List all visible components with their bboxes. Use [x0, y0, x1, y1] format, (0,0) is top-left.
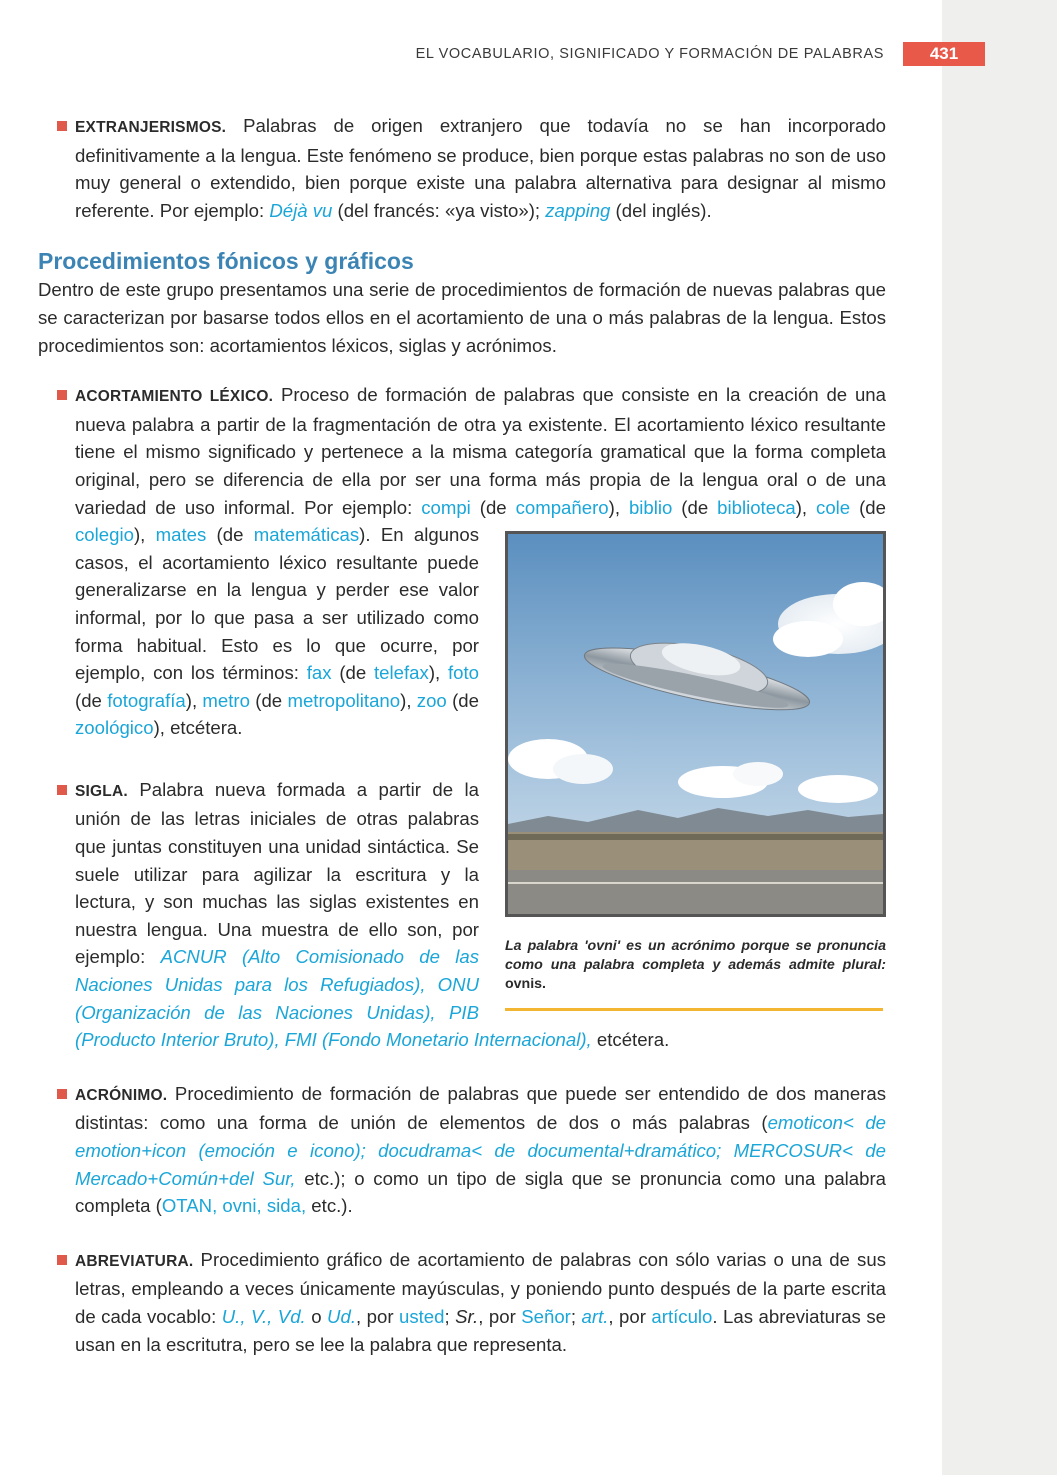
term-label: ACRÓNIMO. [75, 1086, 168, 1104]
example-list: OTAN, ovni, sida, [161, 1195, 307, 1217]
example-word: Señor [521, 1305, 571, 1327]
definition-text: etcétera. [591, 1029, 670, 1051]
definition-text: Palabra nueva formada a partir de la unión de las letras iniciales de otras palabras que juntas constituyen una unidad sintáctica. Se suele utilizar para agilizar la escritura y la lectura, y son muchas las siglas existentes en nuestra lengua. Una muestra de ello son, por ejemplo: [75, 778, 479, 968]
example-full-form: metropolitano [287, 689, 401, 711]
definition-text: Palabras de origen extranjero que todavía no se han incorporado definitivamente a la lengua. Este fenómeno se produce, bien porque estas palabras no son de uso muy general o extendido, bien porque existe una palabra alternativa para designar al mismo referente. Por ejemplo: [75, 115, 886, 221]
example-list: emoticon< de emotion+icon (emoción e icono); docudrama< de documental+dramático; MERCOSUR< de Mercado+Común+del Sur, [75, 1112, 886, 1189]
definition-text: o [305, 1305, 328, 1327]
example-full-form: biblioteca [717, 496, 796, 518]
example-full-form: telefax [374, 662, 429, 684]
term-label: EXTRANJERISMOS. [75, 119, 227, 136]
example-short-form: fax [306, 662, 332, 684]
example-word: Déjà vu [269, 199, 333, 221]
example-word: Ud. [327, 1305, 356, 1327]
example-short-form: biblio [628, 496, 673, 518]
bullet-sigla [38, 776, 886, 1054]
bullet-square-icon [57, 785, 67, 795]
definition-text: (de [672, 496, 718, 518]
bullet-acronimo [38, 1080, 886, 1220]
example-list: ACNUR (Alto Comisionado de las Naciones Unidas para los Refugiados), ONU (Organización de las Naciones Unidas), PIB (Producto Interior Bruto), FMI (Fondo Monetario Internacional), [75, 946, 592, 1051]
example-word: usted [399, 1305, 445, 1327]
definition-text: que se pronuncia como una palabra completa ( [75, 1167, 887, 1217]
bullet-square-icon [57, 121, 67, 131]
example-word: Sr. [455, 1305, 479, 1327]
example-short-form: compi [421, 496, 471, 518]
definition-text: Procedimiento gráfico de acortamiento de palabras con sólo varias o una de sus letras, empleando a veces únicamente mayúsculas, y poniendo punto después de la parte escrita de cada vocablo: [75, 1248, 886, 1327]
running-title: EL VOCABULARIO, SIGNIFICADO Y FORMACIÓN DE PALABRAS [415, 46, 884, 62]
definition-text: etc.). [306, 1195, 353, 1217]
example-full-form: colegio [75, 524, 134, 546]
definition-text: ), [608, 496, 629, 518]
definition-text: . Las abreviaturas se usan en la escritutra, pero se lee la palabra que representa. [75, 1305, 886, 1355]
example-word: art. [581, 1305, 609, 1327]
definition-text: (de [249, 689, 288, 711]
example-full-form: fotografía [107, 689, 186, 711]
page-margin-strip [942, 0, 1057, 1475]
term-label: SIGLA. [75, 782, 128, 800]
definition-text: , por [355, 1305, 399, 1327]
definition-text: (de [75, 689, 108, 711]
definition-text: (del francés: «ya visto»); [332, 199, 546, 221]
caption-text: ovnis. [505, 976, 546, 993]
example-full-form: zoológico [75, 717, 154, 739]
example-full-form: matemáticas [253, 524, 360, 546]
intro-text: , [388, 334, 399, 356]
definition-text: ; [570, 1305, 582, 1327]
example-word: zapping [545, 199, 611, 221]
definition-text: (de [850, 496, 886, 518]
definition-text: (del inglés). [610, 199, 712, 221]
example-word: U., V., Vd. [221, 1305, 306, 1327]
term-label: ABREVIATURA. [75, 1252, 194, 1270]
example-short-form: metro [202, 689, 250, 711]
bullet-square-icon [57, 1255, 67, 1265]
definition-text: ), [428, 662, 448, 684]
example-full-form: compañero [515, 496, 609, 518]
intro-text: Dentro de este grupo presentamos una serie de procedimientos de formación de nuevas palabras que se caracterizan por basarse todos ellos en el acortamiento de una o más palabras de la lengua. Estos procedimientos son: [38, 279, 886, 356]
section-heading: Procedimientos fónicos y gráficos [38, 248, 414, 275]
example-word: artículo [651, 1305, 713, 1327]
emphasis: sigla [524, 1167, 564, 1189]
definition-text: ). [359, 524, 371, 546]
example-short-form: zoo [416, 689, 447, 711]
intro-text: . [551, 334, 557, 356]
definition-text: (de [470, 496, 516, 518]
definition-text: (de [446, 689, 479, 711]
bullet-extranjerismos [38, 112, 886, 224]
term-label: ACORTAMIENTO LÉXICO. [75, 388, 274, 406]
example-short-form: mates [155, 524, 207, 546]
definition-text: etc.); o como un tipo de [295, 1167, 525, 1189]
definition-text: Proceso de formación de palabras que consiste en la creación de una nueva palabra a partir de la fragmentación de otra ya existente. El acortamiento léxico resultante tiene el mismo significado y pertenece a la misma categoría gramatical que la forma completa original, pero se diferencia de ella por ser una forma más propia de la lengua oral o de una variedad de uso informal. Por ejemplo: [75, 384, 886, 518]
definition-text: ), [400, 689, 417, 711]
bullet-square-icon [57, 1089, 67, 1099]
emphasis: acortamientos léxicos [209, 334, 389, 356]
example-short-form: foto [447, 662, 479, 684]
definition-text: , por [478, 1305, 522, 1327]
definition-text: (de [331, 662, 375, 684]
definition-text: Procedimiento de formación de palabras que puede ser entendido de dos maneras distintas: como una [75, 1082, 886, 1134]
definition-text: de dos o más palabras ( [525, 1112, 768, 1134]
definition-text: ), etcétera. [153, 717, 243, 739]
section-intro [38, 276, 886, 359]
emphasis: siglas [398, 334, 447, 356]
emphasis: acrónimos [465, 334, 552, 356]
definition-text: En algunos casos, el acortamiento léxico resultante puede generalizarse en la lengua y perder ese valor informal, por lo que pasa a ser utilizado como forma habitual. Esto es lo que ocurre, por ejemplo, con los términos: [75, 524, 479, 684]
definition-text: ), [185, 689, 203, 711]
definition-text: ), [133, 524, 156, 546]
caption-text: La palabra 'ovni' es un acrónimo porque se pronuncia como una palabra completa y además admite plural: [505, 938, 886, 974]
definition-text: ), [795, 496, 817, 518]
example-short-form: cole [816, 496, 851, 518]
bullet-square-icon [57, 390, 67, 400]
definition-text: , por [608, 1305, 652, 1327]
page-content [38, 112, 886, 1380]
definition-text: ; [444, 1305, 456, 1327]
emphasis: forma de unión de elementos [259, 1112, 526, 1134]
page-number: 431 [903, 42, 985, 66]
intro-text: y [446, 334, 466, 356]
bullet-abreviatura [38, 1246, 886, 1358]
definition-text: (de [206, 524, 254, 546]
